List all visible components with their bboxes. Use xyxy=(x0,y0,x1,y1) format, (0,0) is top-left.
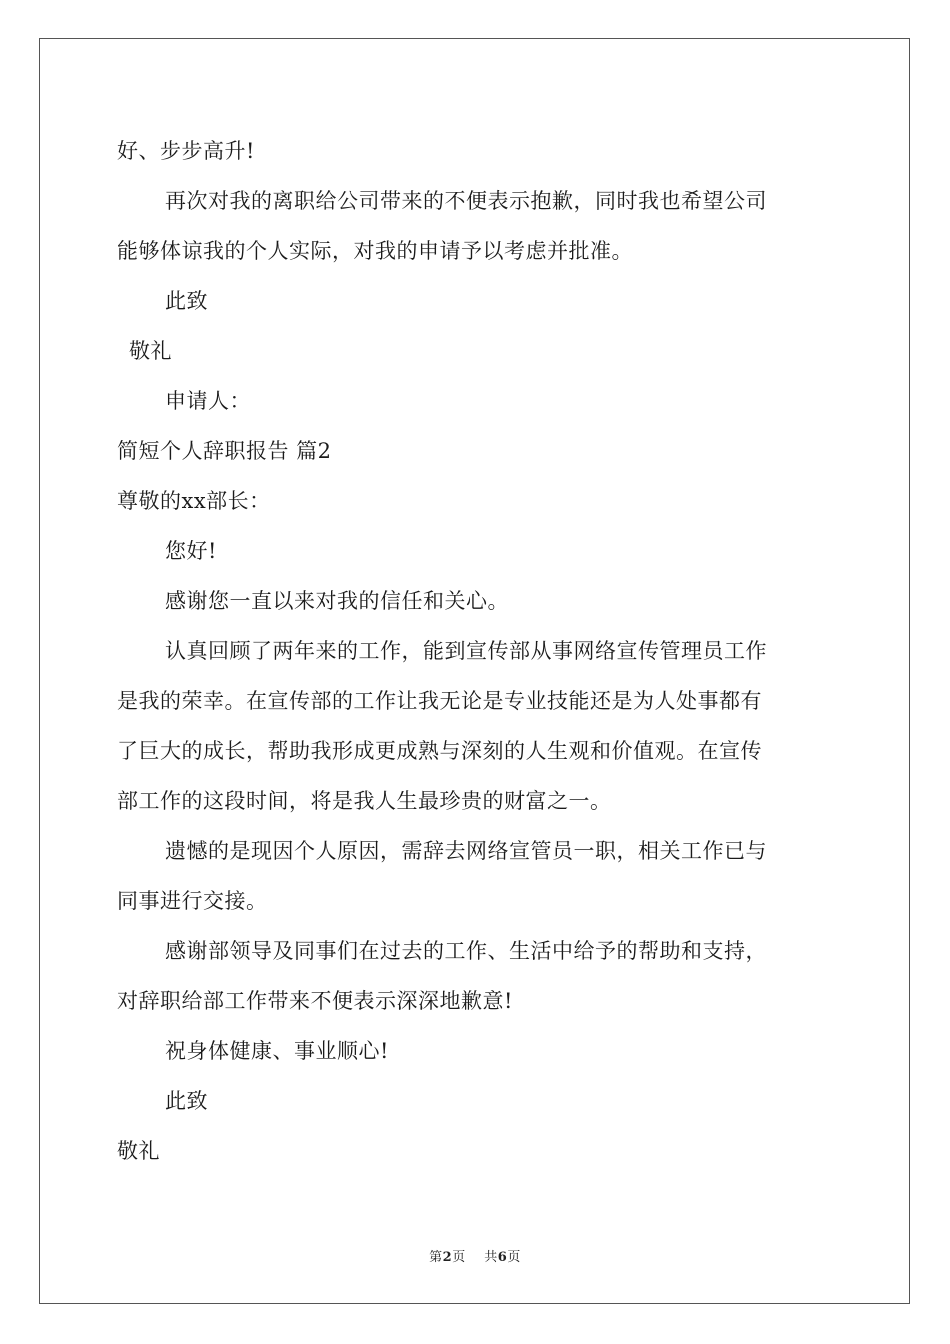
document-body xyxy=(117,126,837,1176)
document-line: 部工作的这段时间，将是我人生最珍贵的财富之一。 xyxy=(117,789,612,813)
document-line: 此致 xyxy=(165,289,208,313)
footer-total-pages: 6 xyxy=(497,1250,508,1265)
document-line: 了巨大的成长，帮助我形成更成熟与深刻的人生观和价值观。在宣传 xyxy=(117,739,762,763)
footer-page-number: 2 xyxy=(442,1250,453,1265)
document-line: 遗憾的是现因个人原因，需辞去网络宣管员一职，相关工作已与 xyxy=(165,839,767,863)
document-line: 感谢部领导及同事们在过去的工作、生活中给予的帮助和支持， xyxy=(165,939,767,963)
footer-page-prefix: 第 xyxy=(429,1250,443,1265)
footer-total-suffix: 页 xyxy=(507,1250,521,1265)
document-line: 对辞职给部工作带来不便表示深深地歉意! xyxy=(117,989,513,1013)
document-line: 是我的荣幸。在宣传部的工作让我无论是专业技能还是为人处事都有 xyxy=(117,689,762,713)
document-line: 敬礼 xyxy=(117,1139,160,1163)
document-line: 申请人： xyxy=(165,389,251,413)
document-line: 感谢您一直以来对我的信任和关心。 xyxy=(165,589,509,613)
document-line: 好、步步高升! xyxy=(117,139,255,163)
document-line: 认真回顾了两年来的工作，能到宣传部从事网络宣传管理员工作 xyxy=(165,639,767,663)
footer-page-suffix: 页 xyxy=(452,1250,466,1265)
document-line: 祝身体健康、事业顺心! xyxy=(165,1039,389,1063)
document-line: 再次对我的离职给公司带来的不便表示抱歉，同时我也希望公司 xyxy=(165,189,767,213)
document-line: 同事进行交接。 xyxy=(117,889,268,913)
document-line: 您好! xyxy=(165,539,217,563)
document-line: 能够体谅我的个人实际，对我的申请予以考虑并批准。 xyxy=(117,239,633,263)
page-footer xyxy=(0,1246,950,1265)
document-line: 此致 xyxy=(165,1089,208,1113)
document-line: 敬礼 xyxy=(129,339,172,363)
document-line: 尊敬的xx部长： xyxy=(117,489,271,513)
document-line: 简短个人辞职报告 篇2 xyxy=(117,439,332,463)
footer-total-prefix: 共 xyxy=(484,1250,498,1265)
